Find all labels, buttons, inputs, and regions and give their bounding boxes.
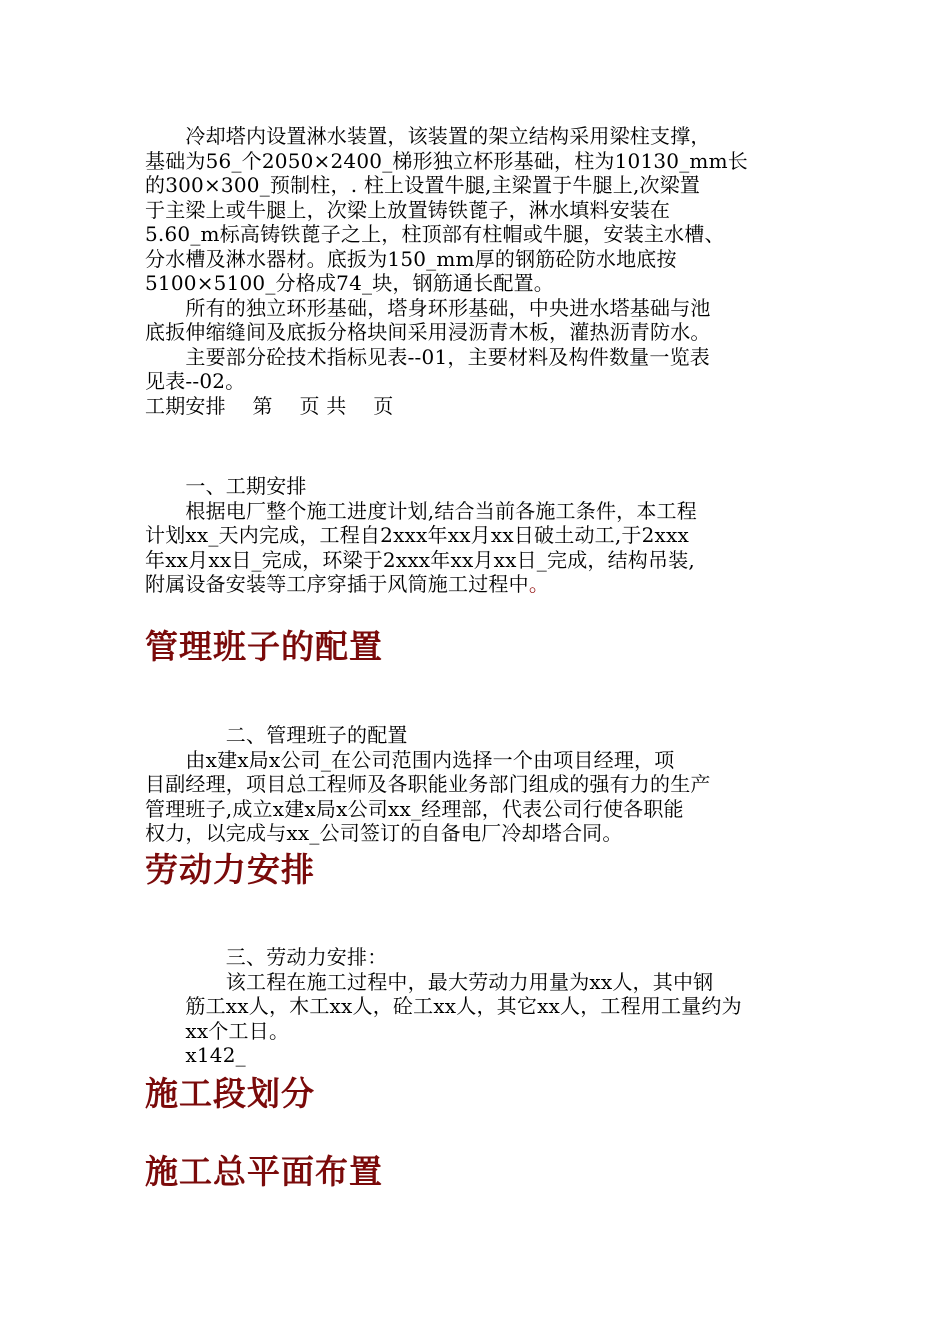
intro-line: 5100×5100_分格成74_块，钢筋通长配置。: [145, 271, 555, 295]
intro-section: [145, 124, 815, 418]
management-line: 目副经理，项目总工程师及各职能业务部门组成的强有力的生产: [145, 772, 711, 796]
schedule-line-last: [145, 572, 815, 597]
intro-line: 所有的独立环形基础，塔身环形基础，中央进水塔基础与池: [145, 295, 711, 320]
heading-labor: 劳动力安排: [145, 850, 315, 889]
intro-line: 基础为56_个2050×2400_梯形独立杯形基础，柱为10130_mm长: [145, 148, 748, 173]
management-section: [145, 723, 815, 846]
intro-line: 主要部分砼技术指标见表--01，主要材料及构件数量一览表: [145, 344, 710, 369]
schedule-line: 年xx月xx日_完成，环梁于2xxx年xx月xx日_完成，结构吊装,: [145, 547, 695, 572]
heading-layout: 施工总平面布置: [145, 1152, 383, 1191]
labor-section: [145, 945, 815, 1068]
management-line: 管理班子,成立x建x局x公司xx_经理部，代表公司行使各职能: [145, 796, 684, 821]
page-footer-line: 工期安排 第 页 共 页: [145, 393, 394, 418]
intro-line: 分水槽及淋水器材。底扳为150_mm厚的钢筋砼防水地底按: [145, 246, 677, 271]
section-title: 三、劳动力安排：: [145, 945, 388, 969]
intro-line: 的300×300_预制柱，. 柱上设置牛腿,主梁置于牛腿上,次梁置: [145, 173, 701, 197]
intro-line: 于主梁上或牛腿上，次梁上放置铸铁蓖子，淋水填料安装在: [145, 197, 671, 222]
labor-line: x142_: [145, 1043, 246, 1067]
intro-line: 底扳伸缩缝间及底扳分格块间采用浸沥青木板，灌热沥青防水。: [145, 320, 711, 344]
schedule-line: 计划xx_天内完成，工程自2xxx年xx月xx日破土动工,于2xxx: [145, 523, 689, 547]
intro-line: 5.60_m标高铸铁蓖子之上，柱顶部有柱帽或牛腿，安装主水槽、: [145, 222, 725, 246]
heading-segments: 施工段划分: [145, 1074, 315, 1113]
schedule-section: [145, 474, 815, 597]
intro-line: 冷却塔内设置淋水装置，该装置的架立结构采用梁柱支撑，: [145, 124, 711, 148]
schedule-line: 根据电厂整个施工进度计划,结合当前各施工条件，本工程: [145, 498, 697, 523]
labor-line: xx个工日。: [145, 1018, 290, 1043]
intro-line: 见表--02。: [145, 369, 246, 393]
labor-line: 该工程在施工过程中，最大劳动力用量为xx人，其中钢: [145, 969, 714, 994]
heading-management: 管理班子的配置: [145, 627, 383, 666]
schedule-line-text: 附属设备安装等工序穿插于风筒施工过程中: [145, 572, 529, 596]
schedule-end-mark: 。: [528, 572, 550, 596]
management-line: 由x建x局x公司_在公司范围内选择一个由项目经理，项: [145, 747, 675, 772]
labor-line: 筋工xx人，木工xx人，砼工xx人，其它xx人，工程用工量约为: [145, 994, 742, 1018]
section-title: 二、管理班子的配置: [145, 723, 408, 747]
management-line: 权力，以完成与xx_公司签订的自备电厂冷却塔合同。: [145, 821, 623, 845]
section-title: 一、工期安排: [145, 474, 307, 498]
